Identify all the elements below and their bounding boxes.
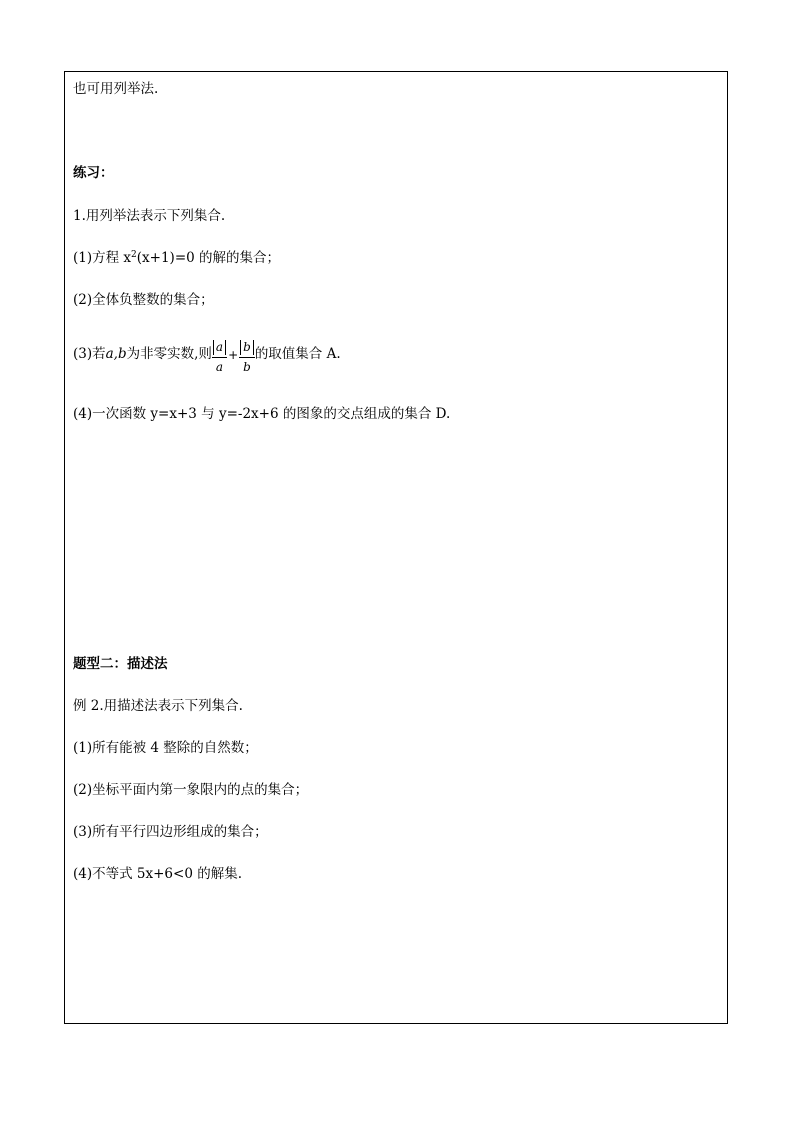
practice-item-3-prefix: (3)若 <box>73 346 106 362</box>
practice-item-1 <box>73 249 280 267</box>
fraction-a-denominator: a <box>215 360 224 374</box>
fraction-b-numerator: b <box>240 340 254 355</box>
practice-item-1-suffix: (x+1)=0 的解的集合； <box>136 250 281 266</box>
practice-item-1-exponent: 2 <box>131 250 137 260</box>
practice-heading: 练习： <box>73 165 114 181</box>
example-2-item-4: (4)不等式 5x+6<0 的解集. <box>73 866 243 882</box>
example-2-item-2: (2)坐标平面内第一象限内的点的集合； <box>73 782 309 798</box>
fraction-a <box>212 338 227 375</box>
practice-item-3-mid: 为非零实数,则 <box>126 346 212 362</box>
practice-instruction: 1.用列举法表示下列集合. <box>73 208 226 224</box>
example-2-instruction: 例 2.用描述法表示下列集合. <box>73 698 243 714</box>
section2-heading: 题型二：描述法 <box>73 656 168 672</box>
fraction-b <box>239 338 255 375</box>
practice-item-4: (4)一次函数 y=x+3 与 y=-2x+6 的图象的交点组成的集合 D. <box>73 406 451 422</box>
practice-item-3-vars: a,b <box>105 346 127 362</box>
example-2-item-1: (1)所有能被 4 整除的自然数； <box>73 740 258 756</box>
example-2-item-3: (3)所有平行四边形组成的集合； <box>73 824 268 840</box>
practice-item-1-prefix: (1)方程 x <box>73 250 132 266</box>
fraction-a-numerator: a <box>213 340 226 355</box>
practice-item-3-suffix: 的取值集合 A. <box>254 346 341 362</box>
plus-sign: + <box>228 347 239 362</box>
practice-item-3 <box>73 333 341 376</box>
intro-text: 也可用列举法. <box>73 81 159 97</box>
practice-item-2: (2)全体负整数的集合； <box>73 292 214 308</box>
fraction-b-denominator: b <box>243 360 251 374</box>
